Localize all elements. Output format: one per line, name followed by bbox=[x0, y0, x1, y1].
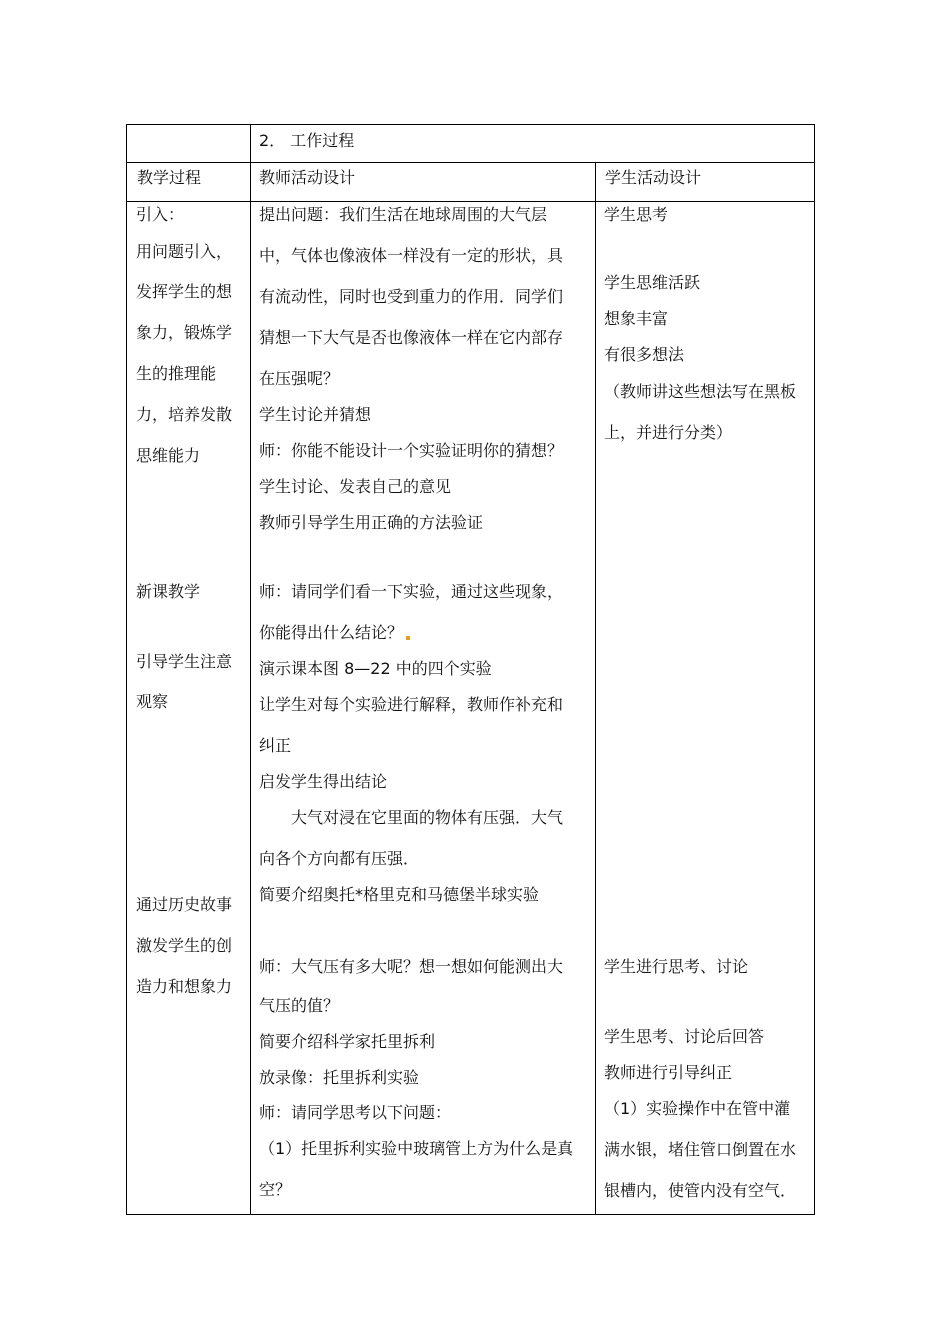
student-line: 学生思考 bbox=[604, 205, 669, 224]
student-line: 想象丰富 bbox=[604, 309, 669, 328]
process-line: 观察 bbox=[136, 692, 169, 711]
row-divider-1 bbox=[127, 162, 814, 163]
teacher-line: 有流动性，同时也受到重力的作用．同学们 bbox=[259, 287, 564, 306]
teacher-line: 你能得出什么结论？ bbox=[259, 623, 404, 642]
teacher-line: 放录像：托里拆利实验 bbox=[259, 1068, 420, 1087]
teacher-line: 向各个方向都有压强． bbox=[259, 849, 420, 868]
teacher-line: 教师引导学生用正确的方法验证 bbox=[259, 513, 484, 532]
row-divider-2 bbox=[127, 201, 814, 202]
teacher-line: 启发学生得出结论 bbox=[259, 772, 388, 791]
teacher-line: 大气对浸在它里面的物体有压强．大气 bbox=[291, 808, 564, 827]
student-line: （教师讲这些想法写在黑板 bbox=[604, 382, 797, 401]
teacher-line: 简要介绍科学家托里拆利 bbox=[259, 1032, 436, 1051]
student-line: 学生进行思考、讨论 bbox=[604, 957, 749, 976]
process-line: 通过历史故事 bbox=[136, 895, 233, 914]
section-title: 2． 工作过程 bbox=[259, 131, 355, 150]
process-line: 新课教学 bbox=[136, 582, 201, 601]
teacher-line: 空？ bbox=[259, 1180, 292, 1199]
student-line: 上，并进行分类） bbox=[604, 423, 733, 442]
process-line: 引入： bbox=[136, 205, 185, 224]
col-divider-1 bbox=[250, 125, 251, 1214]
teacher-line-with-mark bbox=[259, 623, 410, 643]
teacher-line: 师：你能不能设计一个实验证明你的猜想？ bbox=[259, 441, 564, 460]
process-line: 造力和想象力 bbox=[136, 977, 233, 996]
process-line: 思维能力 bbox=[136, 446, 201, 465]
process-line: 力，培养发散 bbox=[136, 405, 233, 424]
student-line: 有很多想法 bbox=[604, 345, 685, 364]
teacher-line: 让学生对每个实验进行解释，教师作补充和 bbox=[259, 695, 564, 714]
teacher-line: 师：请同学思考以下问题： bbox=[259, 1103, 452, 1122]
process-line: 象力，锻炼学 bbox=[136, 323, 233, 342]
teacher-line: 演示课本图 8—22 中的四个实验 bbox=[259, 659, 492, 678]
process-line: 发挥学生的想 bbox=[136, 282, 233, 301]
process-line: 引导学生注意 bbox=[136, 652, 233, 671]
teacher-line: （1）托里拆利实验中玻璃管上方为什么是真 bbox=[259, 1139, 574, 1158]
teacher-line: 学生讨论并猜想 bbox=[259, 405, 372, 424]
process-line: 生的推理能 bbox=[136, 364, 217, 383]
col-divider-2 bbox=[595, 162, 596, 1214]
process-line: 用问题引入， bbox=[136, 242, 233, 261]
column-header-teacher: 教师活动设计 bbox=[259, 168, 356, 187]
teacher-line: 气压的值？ bbox=[259, 996, 340, 1015]
highlight-dot-icon bbox=[406, 636, 410, 640]
column-header-process: 教学过程 bbox=[137, 168, 202, 187]
student-line: 教师进行引导纠正 bbox=[604, 1063, 733, 1082]
process-line: 激发学生的创 bbox=[136, 936, 233, 955]
teacher-line: 中，气体也像液体一样没有一定的形状，具 bbox=[259, 246, 564, 265]
student-line: 银槽内，使管内没有空气． bbox=[604, 1181, 797, 1200]
teacher-line: 纠正 bbox=[259, 736, 292, 755]
student-line: 学生思考、讨论后回答 bbox=[604, 1027, 765, 1046]
student-line: （1）实验操作中在管中灌 bbox=[604, 1099, 791, 1118]
column-header-student: 学生活动设计 bbox=[605, 168, 702, 187]
teacher-line: 师：请同学们看一下实验，通过这些现象， bbox=[259, 582, 564, 601]
teacher-line: 猜想一下大气是否也像液体一样在它内部存 bbox=[259, 328, 564, 347]
teacher-line: 提出问题：我们生活在地球周围的大气层 bbox=[259, 205, 548, 224]
teacher-line: 在压强呢？ bbox=[259, 369, 340, 388]
student-line: 学生思维活跃 bbox=[604, 273, 701, 292]
student-line: 满水银，堵住管口倒置在水 bbox=[604, 1140, 797, 1159]
teacher-line: 师：大气压有多大呢？想一想如何能测出大 bbox=[259, 957, 564, 976]
teacher-line: 学生讨论、发表自己的意见 bbox=[259, 477, 452, 496]
teacher-line: 简要介绍奥托*格里克和马德堡半球实验 bbox=[259, 885, 540, 904]
